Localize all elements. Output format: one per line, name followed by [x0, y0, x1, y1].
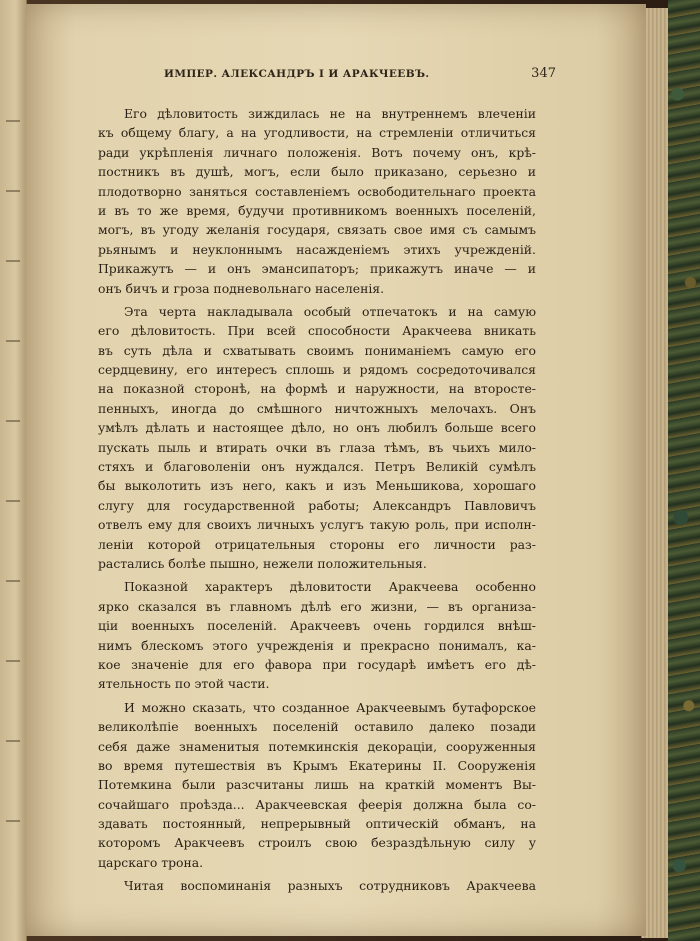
text-line: отвелъ ему для своихъ личныхъ услугъ такую роль, при исполн-	[98, 517, 536, 533]
marbled-cover	[668, 0, 700, 941]
facing-page-mark	[6, 260, 20, 262]
text-line: постникъ въ душѣ, могъ, если было приказано, серьезно и	[98, 164, 536, 180]
text-line: стяхъ и благоволеніи онъ нуждался. Петръ Великій сумѣлъ	[98, 459, 536, 475]
facing-page-edge	[0, 0, 27, 941]
text-line: Показной характеръ дѣловитости Аракчеева особенно	[124, 579, 536, 595]
facing-page-mark	[6, 740, 20, 742]
paragraph-5	[98, 876, 536, 895]
text-line: И можно сказать, что созданное Аракчеевымъ бутафорское	[124, 699, 536, 715]
text-line: бы выколотить изъ него, какъ и изъ Меньшикова, хорошаго	[98, 478, 536, 494]
text-line: умѣлъ дѣлать и настоящее дѣло, но онъ любилъ больше всего	[98, 420, 536, 436]
facing-page-mark	[6, 500, 20, 502]
text-line: великолѣпіе военныхъ поселеній оставило далеко позади	[98, 719, 536, 735]
text-line: Эта черта накладывала особый отпечатокъ и на самую	[124, 303, 536, 319]
text-line: рьянымъ и неуклоннымъ насажденіемъ этихъ учрежденій.	[98, 241, 536, 257]
paragraph-1	[98, 104, 536, 298]
text-line: и въ то же время, будучи противникомъ военныхъ поселеній,	[98, 202, 536, 218]
paragraph-3	[98, 577, 536, 693]
text-line: растались болѣе пышно, нежели положительныя.	[98, 555, 427, 571]
text-line: ярко сказался въ главномъ дѣлѣ его жизни, — въ организа-	[98, 598, 536, 614]
facing-page-mark	[6, 420, 20, 422]
text-line: ятельность по этой части.	[98, 676, 270, 692]
text-line: во время путешествія въ Крымъ Екатерины II. Сооруженія	[98, 757, 536, 773]
text-line: слугу для государственной работы; Александръ Павловичъ	[98, 497, 536, 513]
text-line: на показной сторонѣ, на формѣ и наружности, на второсте-	[98, 381, 536, 397]
text-line: царскаго трона.	[98, 854, 204, 870]
body-text	[98, 104, 536, 896]
text-line: Читая воспоминанія разныхъ сотрудниковъ Аракчеева	[124, 878, 536, 894]
text-line: его дѣловитость. При всей способности Аракчеева вникать	[98, 323, 536, 339]
text-line: которомъ Аракчеевъ строилъ свою безраздѣльную силу у	[98, 835, 536, 851]
book-page	[26, 4, 646, 936]
facing-page-mark	[6, 190, 20, 192]
facing-page-mark	[6, 580, 20, 582]
text-line: себя даже знаменитыя потемкинскія декораціи, сооруженныя	[98, 738, 536, 754]
facing-page-mark	[6, 340, 20, 342]
text-line: могъ, въ угоду желанія государя, связать свое имя съ самымъ	[98, 222, 536, 238]
text-line: Его дѣловитость зиждилась не на внутреннемъ влеченіи	[124, 106, 536, 121]
paragraph-2	[98, 302, 536, 573]
text-line: пенныхъ, иногда до смѣшного ничтожныхъ мелочахъ. Онъ	[98, 400, 536, 416]
page-number: 347	[531, 66, 556, 81]
text-line: пускать пыль и втирать очки въ глаза тѣмъ, въ чьихъ мило-	[98, 439, 536, 455]
facing-page-mark	[6, 660, 20, 662]
text-line: нимъ блескомъ этого учрежденія и прекрасно понималъ, ка-	[98, 637, 536, 653]
paragraph-4	[98, 698, 536, 873]
text-line: ціи военныхъ поселеній. Аракчеевъ очень гордился внѣш-	[98, 618, 536, 634]
text-line: онъ бичъ и гроза подневольнаго населенія.	[98, 280, 385, 296]
text-line: сочайшаго проѣзда... Аракчеевская феерія должна была со-	[98, 796, 536, 812]
facing-page-mark	[6, 820, 20, 822]
text-line: ради укрѣпленія личнаго положенія. Вотъ почему онъ, крѣ-	[98, 144, 536, 160]
facing-page-mark	[6, 120, 20, 122]
text-line: кое значеніе для его фавора при государѣ имѣетъ его дѣ-	[98, 656, 536, 672]
text-line: сердцевину, его интересъ сплошь и рядомъ сосредоточивался	[98, 362, 536, 378]
text-line: леніи которой отрицательныя стороны его личности раз-	[98, 536, 536, 552]
text-line: здавать постоянный, непрерывный оптическій обманъ, на	[98, 816, 536, 832]
text-line: Прикажутъ — и онъ эмансипаторъ; прикажутъ иначе — и	[98, 261, 536, 277]
text-line: Потемкина были разсчитаны лишь на краткій моментъ Вы-	[98, 777, 536, 793]
text-line: плодотворно заняться составленіемъ освободительнаго проекта	[98, 183, 536, 199]
page-header	[96, 66, 556, 88]
running-head: ИМПЕР. АЛЕКСАНДРЪ I И АРАКЧЕЕВЪ.	[164, 68, 430, 80]
text-line: въ суть дѣла и схватывать своимъ пониманіемъ самую его	[98, 342, 536, 358]
text-line: къ общему благу, а на угодливости, на стремленіи отличиться	[98, 125, 536, 141]
